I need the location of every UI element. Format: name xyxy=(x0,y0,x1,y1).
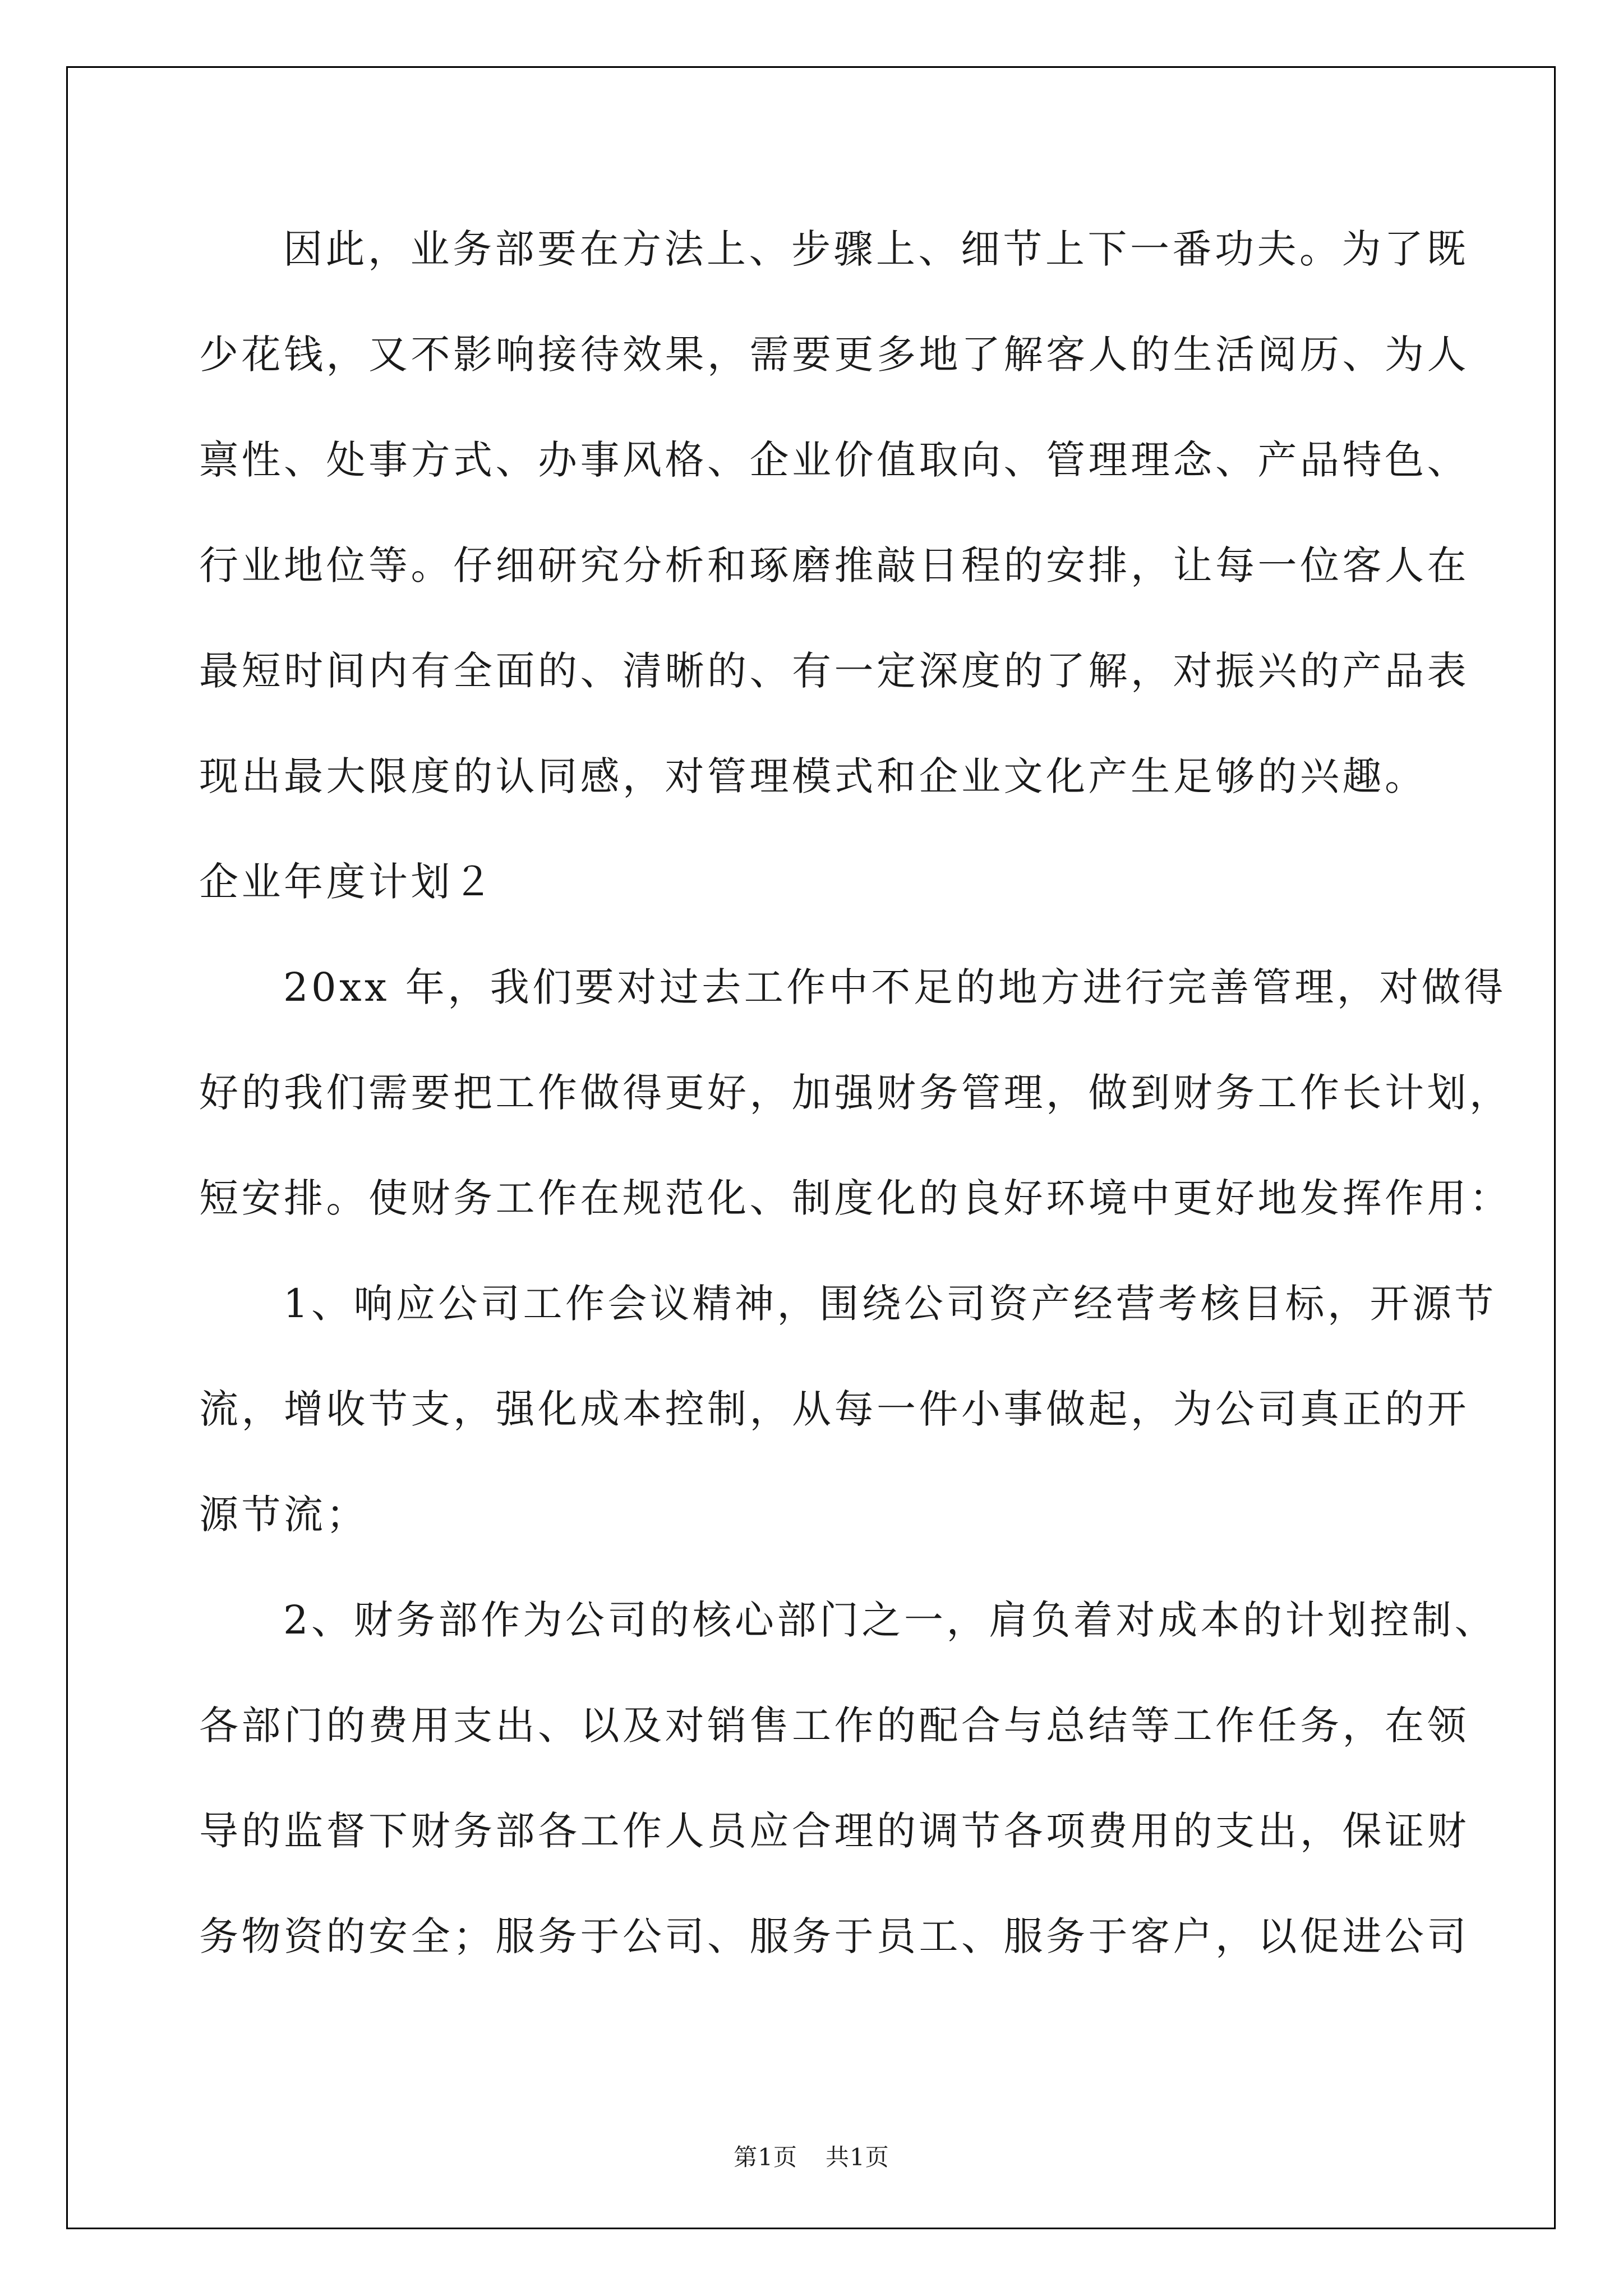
paragraph-line: 好的我们需要把工作做得更好，加强财务管理，做到财务工作长计划， xyxy=(199,1070,1512,1116)
paragraph-line: 2、财务部作为公司的核心部门之一，肩负着对成本的计划控制、 xyxy=(283,1597,1497,1643)
paragraph-line: 1、响应公司工作会议精神，围绕公司资产经营考核目标，开源节 xyxy=(283,1281,1497,1327)
page-number: 第1页 xyxy=(734,2143,797,2171)
page-footer xyxy=(0,2142,1623,2173)
paragraph-line: 流，增收节支，强化成本控制，从每一件小事做起，为公司真正的开 xyxy=(199,1386,1469,1432)
document-body xyxy=(199,214,1512,2007)
paragraph-line: 各部门的费用支出、以及对销售工作的配合与总结等工作任务，在领 xyxy=(199,1703,1469,1749)
paragraph-line: 少花钱，又不影响接待效果，需要更多地了解客人的生活阅历、为人 xyxy=(199,332,1469,378)
section-heading: 企业年度计划２ xyxy=(199,859,496,905)
page-total: 共1页 xyxy=(826,2143,889,2171)
paragraph-line: 20xx 年，我们要对过去工作中不足的地方进行完善管理，对做得 xyxy=(283,964,1506,1010)
paragraph-line: 源节流； xyxy=(199,1492,368,1538)
paragraph-line: 因此，业务部要在方法上、步骤上、细节上下一番功夫。为了既 xyxy=(283,226,1469,272)
paragraph-line: 短安排。使财务工作在规范化、制度化的良好环境中更好地发挥作用： xyxy=(199,1175,1512,1221)
paragraph-line: 务物资的安全；服务于公司、服务于员工、服务于客户，以促进公司 xyxy=(199,1913,1469,1959)
paragraph-line: 行业地位等。仔细研究分析和琢磨推敲日程的安排，让每一位客人在 xyxy=(199,542,1469,588)
paragraph-line: 现出最大限度的认同感，对管理模式和企业文化产生足够的兴趣。 xyxy=(199,753,1427,799)
paragraph-line: 最短时间内有全面的、清晰的、有一定深度的了解，对振兴的产品表 xyxy=(199,648,1469,694)
paragraph-line: 导的监督下财务部各工作人员应合理的调节各项费用的支出，保证财 xyxy=(199,1808,1469,1854)
paragraph-line: 禀性、处事方式、办事风格、企业价值取向、管理理念、产品特色、 xyxy=(199,437,1469,483)
